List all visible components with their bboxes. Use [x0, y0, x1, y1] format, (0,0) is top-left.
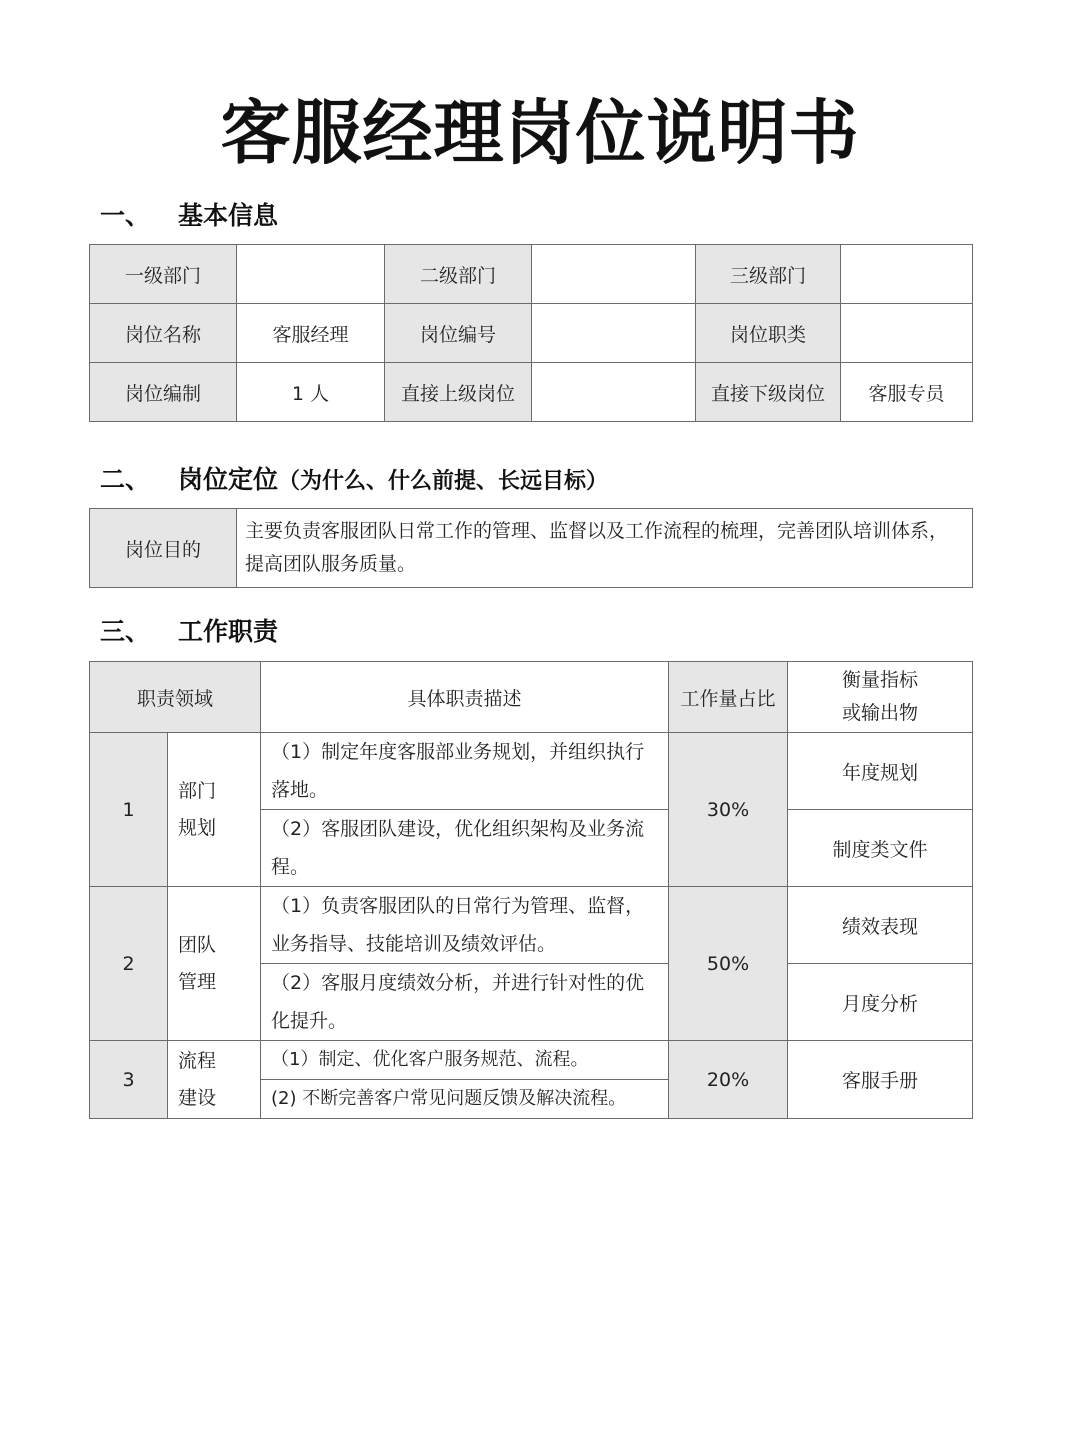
duty-number: 3 [90, 1041, 168, 1119]
area-line: 管理 [178, 970, 217, 993]
duty-description: （2）客服月度绩效分析，并进行针对性的优化提升。 [261, 964, 669, 1041]
duty-metric: 月度分析 [788, 964, 973, 1041]
area-line: 规划 [178, 816, 217, 839]
field-value: 客服专员 [841, 363, 973, 422]
table-row [90, 304, 973, 363]
field-value [841, 245, 973, 304]
duty-metric: 年度规划 [788, 733, 973, 810]
table-row [90, 1041, 973, 1080]
header-line: 衡量指标 [842, 669, 919, 691]
basic-info-table [89, 244, 973, 422]
section-number: 三、 [100, 617, 151, 646]
section-title: 岗位定位 [178, 465, 279, 494]
area-line: 团队 [178, 933, 217, 956]
column-header [788, 662, 973, 733]
positioning-table [89, 508, 973, 588]
header-line: 或输出物 [842, 702, 919, 724]
field-value: 1 人 [237, 363, 385, 422]
field-label: 岗位目的 [90, 509, 237, 588]
table-row [90, 245, 973, 304]
field-label: 岗位职类 [696, 304, 841, 363]
section-number: 二、 [100, 465, 151, 494]
table-row [90, 509, 973, 588]
duty-description: (2) 不断完善客户常见问题反馈及解决流程。 [261, 1080, 669, 1119]
field-value [532, 245, 696, 304]
column-header: 职责领域 [90, 662, 261, 733]
field-value [532, 363, 696, 422]
section-heading-positioning [100, 462, 608, 500]
field-label: 直接下级岗位 [696, 363, 841, 422]
section-title: 工作职责 [178, 617, 279, 646]
section-number: 一、 [100, 201, 151, 230]
duties-table [89, 661, 973, 1119]
duty-area [168, 733, 261, 887]
duty-description: （2）客服团队建设，优化组织架构及业务流程。 [261, 810, 669, 887]
field-label: 二级部门 [385, 245, 532, 304]
duty-metric: 客服手册 [788, 1041, 973, 1119]
table-row [90, 733, 973, 810]
section-title: 基本信息 [178, 201, 279, 230]
workload-ratio: 20% [669, 1041, 788, 1119]
table-row [90, 887, 973, 964]
duty-description: （1）制定、优化客户服务规范、流程。 [261, 1041, 669, 1080]
field-value: 客服经理 [237, 304, 385, 363]
table-row [90, 363, 973, 422]
document-title: 客服经理岗位说明书 [220, 92, 860, 174]
duty-area [168, 887, 261, 1041]
column-header: 工作量占比 [669, 662, 788, 733]
workload-ratio: 30% [669, 733, 788, 887]
workload-ratio: 50% [669, 887, 788, 1041]
duty-number: 1 [90, 733, 168, 887]
duty-metric: 绩效表现 [788, 887, 973, 964]
field-label: 三级部门 [696, 245, 841, 304]
field-label: 岗位编制 [90, 363, 237, 422]
field-value [237, 245, 385, 304]
column-header: 具体职责描述 [261, 662, 669, 733]
section-subtitle: （为什么、什么前提、长远目标） [278, 469, 609, 494]
field-label: 岗位编号 [385, 304, 532, 363]
duty-description: （1）负责客服团队的日常行为管理、监督，业务指导、技能培训及绩效评估。 [261, 887, 669, 964]
field-value [532, 304, 696, 363]
area-line: 建设 [178, 1086, 217, 1109]
duty-description: （1）制定年度客服部业务规划，并组织执行落地。 [261, 733, 669, 810]
area-line: 部门 [178, 779, 217, 802]
field-label: 岗位名称 [90, 304, 237, 363]
duty-area [168, 1041, 261, 1119]
duty-number: 2 [90, 887, 168, 1041]
field-label: 一级部门 [90, 245, 237, 304]
section-heading-duties [100, 614, 278, 650]
area-line: 流程 [178, 1049, 217, 1072]
purpose-text: 主要负责客服团队日常工作的管理、监督以及工作流程的梳理，完善团队培训体系，提高团队服务质量。 [237, 509, 973, 588]
table-header-row [90, 662, 973, 733]
field-value [841, 304, 973, 363]
section-heading-basic-info [100, 198, 278, 234]
duty-metric: 制度类文件 [788, 810, 973, 887]
field-label: 直接上级岗位 [385, 363, 532, 422]
